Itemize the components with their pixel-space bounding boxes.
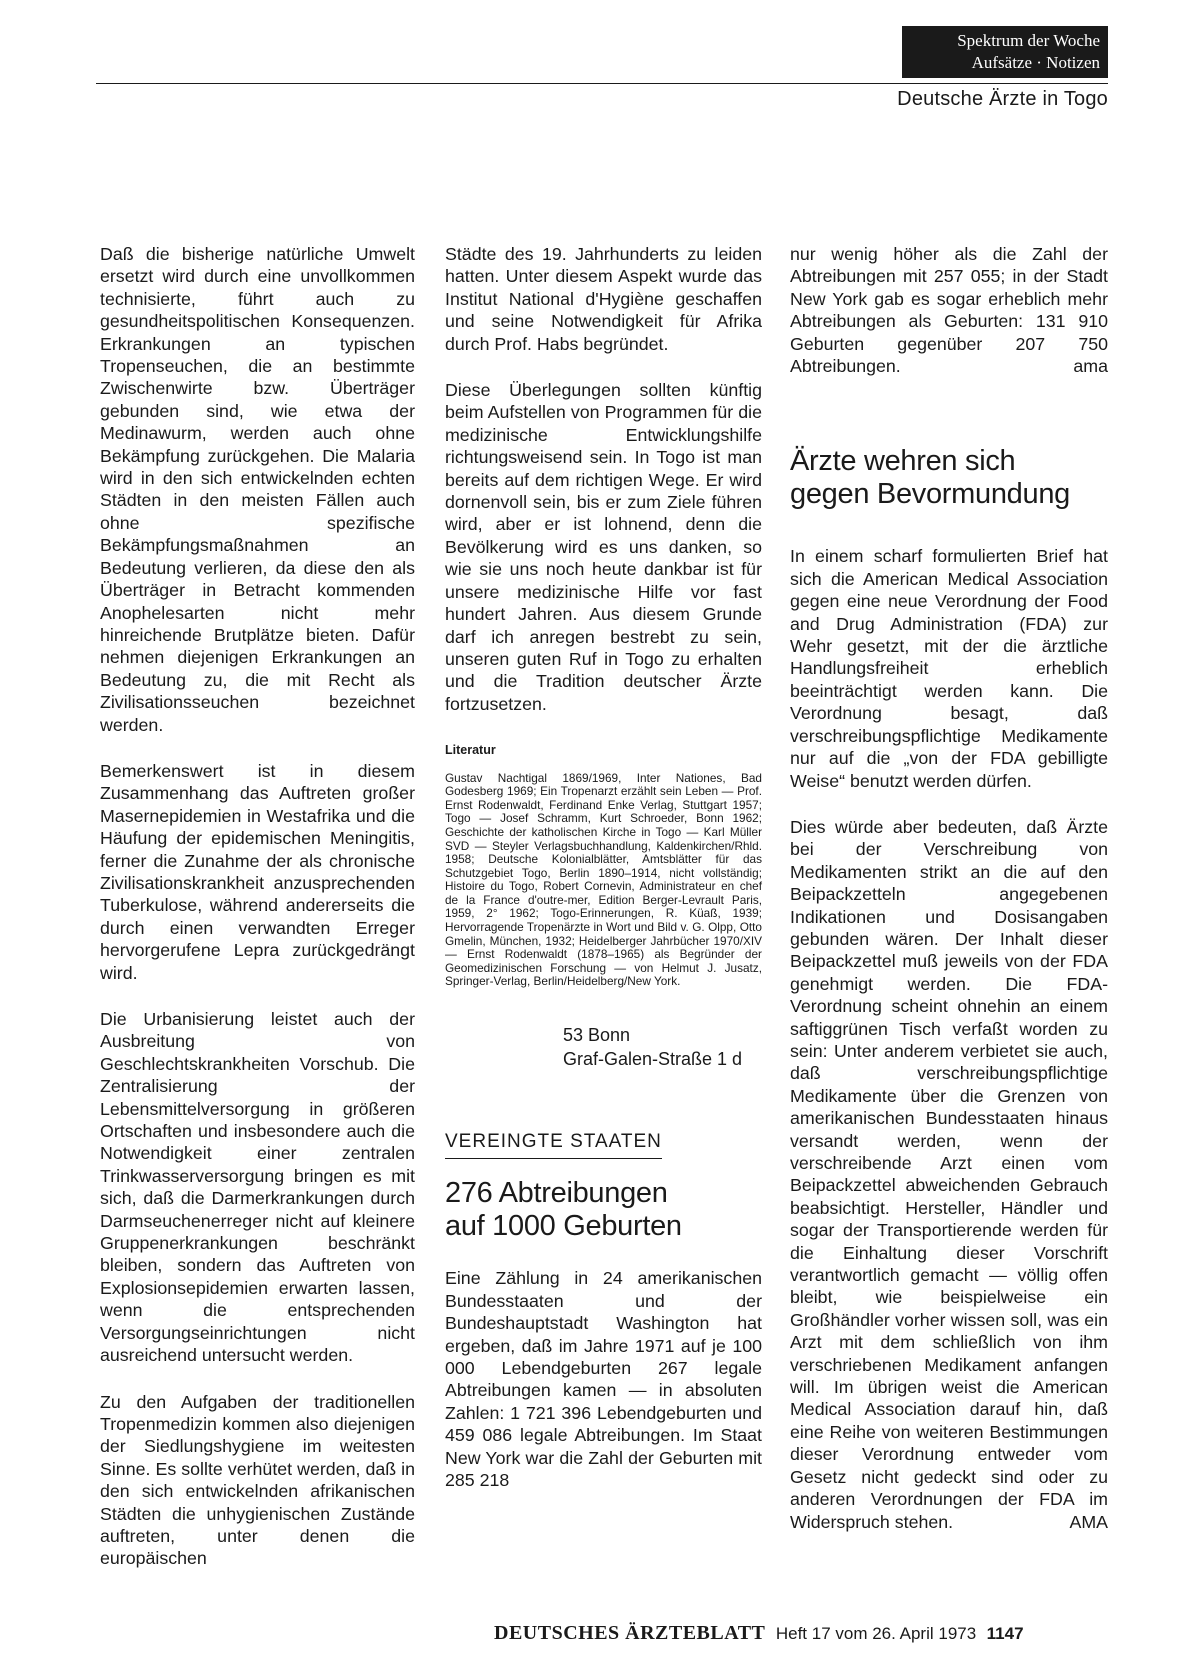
section-badge — [902, 26, 1108, 78]
headline-line-1: Ärzte wehren sich — [790, 445, 1016, 478]
column-2 — [445, 243, 762, 1492]
page-number: 1147 — [986, 1624, 1024, 1643]
author-address — [563, 1023, 762, 1071]
section-kicker: VEREINGTE STAATEN — [445, 1131, 662, 1159]
paragraph: Zu den Aufgaben der traditionellen Tropenmedizin kommen also diejenigen der Siedlungshygiene im weitesten Sinne. Es sollte verhütet werden, daß in den sich entwickelnden afrikanischen Städten die unhygienischen Zustände auftreten, unter denen die europäischen — [100, 1391, 415, 1569]
paragraph — [790, 243, 1108, 377]
paragraph: In einem scharf formulierten Brief hat sich die American Medical Association gegen eine neue Verordnung der Food and Drug Administration (FDA) zur Wehr gesetzt, mit der die ärztliche Handlungsfreiheit erheblich beeinträchtigt werden kann. Die Verordnung besagt, daß verschreibungspflichtige Medikamente nur auf die „von der FDA gebilligte Weise“ benutzt werden dürfen. — [790, 546, 1108, 791]
literature-heading: Literatur — [445, 743, 496, 758]
running-header: Deutsche Ärzte in Togo — [897, 88, 1108, 110]
column-3 — [790, 243, 1108, 1533]
headline-line-2: auf 1000 Geburten — [445, 1210, 682, 1243]
paragraph: Bemerkenswert ist in diesem Zusammenhang das Auftreten großer Masernepidemien in Westafrika und die Häufung der epidemischen Meningitis, ferner die Zunahme der als chronische Zivilisationskrankheit anzusprechenden Tuberkulose, während andererseits die durch einen verwandten Erreger hervorgerufene Lepra zurückgedrängt wird. — [100, 760, 415, 983]
paragraph-text: Dies würde aber bedeuten, daß Ärzte bei der Verschreibung von Medikamenten strikt an die auf den Beipackzetteln angegebenen Indikationen und Dosisangaben gebunden wären. Der Inhalt dieser Beipackzettel muß jeweils von der FDA genehmigt werden. Die FDA-Verordnung scheint ohnehin an einem saftiggrünen Tisch verfaßt worden zu sein: Unter anderem verbietet sie auch, daß verschreibungspflichtige Medikamente über die Grenzen von amerikanischen Bundesstaaten hinaus versandt werden, wenn der verschreibende Arzt einen vom Beipackzettel abweichenden Gebrauch beabsichtigt. Hersteller, Händler und sogar der Transportierende werden für die Einhaltung dieser Vorschrift verantwortlich gemacht — völlig offen bleibt, wie beispielweise ein Großhändler vorher wissen soll, was ein Arzt mit dem schließlich von ihm verschriebenen Medikament anfangen will. Im übrigen weist die American Medical Association darauf hin, daß eine Reihe von weiteren Bestimmungen dieser Verordnung entweder vom Gesetz nicht gedeckt sind oder zu anderen Verordnungen der FDA im Widerspruch stehen. — [790, 816, 1108, 1532]
author-initials: ama — [1073, 356, 1108, 377]
paragraph: Städte des 19. Jahrhunderts zu leiden hatten. Unter diesem Aspekt wurde das Institut National d'Hygiène geschaffen und seine Notwendigkeit für Afrika durch Prof. Habs begründet. — [445, 244, 762, 354]
masthead: DEUTSCHES ÄRZTEBLATT — [494, 1622, 766, 1644]
literature-list: Gustav Nachtigal 1869/1969, Inter Nationes, Bad Godesberg 1969; Ein Tropenarzt erzählt sein Leben — Prof. Ernst Rodenwaldt, Ferdinand Enke Verlag, Stuttgart 1957; Togo — Josef Schramm, Kurt Schroeder, Bonn 1962; Geschichte der katholischen Kirche in Togo — Karl Müller SVD — Steyler Verlagsbuchhandlung, Kaldenkirchen/Rhld. 1958; Deutsche Kolonialblätter, Amtsblätter für das Schutzgebiet Togo, Berlin 1890–1914, nicht vollständig; Histoire du Togo, Robert Cornevin, Administrateur en chef de la France d'outre-mer, Edition Berger-Levrault Paris, 1959, 2° 1962; Togo-Erinnerungen, R. Küaß, 1939; Hervorragende Tropenärzte in Wort und Bild v. G. Olpp, Otto Gmelin, München, 1932; Heidelberger Jahrbücher 1970/XIV — Ernst Rodenwaldt (1878–1965) als Begründer der Geomedizinischen Forschung — von Helmut J. Jusatz, Springer-Verlag, Berlin/Heidelberg/New York. — [445, 770, 762, 989]
headline-line-2: gegen Bevormundung — [790, 478, 1070, 511]
paragraph — [790, 816, 1108, 1533]
address-line-1: 53 Bonn — [563, 1025, 631, 1046]
paragraph: Diese Überlegungen sollten künftig beim Aufstellen von Programmen für die medizinische Entwicklungshilfe richtungsweisend sein. In Togo ist man bereits auf dem richtigen Wege. Er wird dornenvoll sein, bis er zum Ziele führen wird, aber er ist lohnend, denn die Bevölkerung wird es uns danken, so wie sie uns noch heute dankbar ist für unsere medizinische Hilfe vor fast hundert Jahren. Aus diesem Grunde darf ich anregen bestrebt zu sein, unseren guten Ruf in Togo zu erhalten und die Tradition deutscher Ärzte fortzusetzen. — [445, 380, 762, 714]
top-rule — [96, 83, 1108, 84]
badge-line-2: Aufsätze · Notizen — [971, 53, 1100, 72]
badge-line-1: Spektrum der Woche — [957, 31, 1100, 50]
page-footer — [494, 1622, 1024, 1645]
article-headline — [790, 445, 1108, 511]
issue-info: Heft 17 vom 26. April 1973 — [775, 1624, 977, 1643]
paragraph: Eine Zählung in 24 amerikanischen Bundesstaaten und der Bundeshauptstadt Washington hat ergeben, daß im Jahre 1971 auf je 100 000 Lebendgeburten 267 legale Abtreibungen kamen — in absoluten Zahlen: 1 721 396 Lebendgeburten und 459 086 legale Abtreibungen. Im Staat New York war die Zahl der Geburten mit 285 218 — [445, 1268, 762, 1491]
paragraph-text: nur wenig höher als die Zahl der Abtreibungen mit 257 055; in der Stadt New York gab es sogar erheblich mehr Abtreibungen als Geburten: 131 910 Geburten gegenüber 207 750 Abtreibungen. — [790, 244, 1108, 377]
headline-line-1: 276 Abtreibungen — [445, 1177, 668, 1210]
article-headline — [445, 1177, 762, 1243]
address-line-2: Graf-Galen-Straße 1 d — [563, 1049, 743, 1070]
paragraph: Die Urbanisierung leistet auch der Ausbreitung von Geschlechtskrankheiten Vorschub. Die Zentralisierung der Lebensmittelversorgung in größeren Ortschaften und insbesondere auch die Notwendigkeit einer zentralen Trinkwasserversorgung bringen es mit sich, daß die Darmerkrankungen durch Darmseuchenerreger nicht auf kleinere Gruppenerkrankungen beschränkt bleiben, sondern das Auftreten von Explosionsepidemien erwarten lassen, wenn die entsprechenden Versorgungseinrichtungen nicht ausreichend untersucht werden. — [100, 1009, 415, 1366]
column-1 — [100, 243, 415, 1570]
author-initials: AMA — [1069, 1511, 1108, 1532]
paragraph: Daß die bisherige natürliche Umwelt ersetzt wird durch eine unvollkommen technisierte, führt auch zu gesundheitspolitischen Konsequenzen. Erkrankungen an typischen Tropenseuchen, die an bestimmte Zwischenwirte bzw. Überträger gebunden sind, wie etwa der Medinawurm, werden auch ohne Bekämpfung zurückgehen. Die Malaria wird in den sich entwickelnden echten Städten in den meisten Fällen auch ohne spezifische Bekämpfungsmaßnahmen an Bedeutung verlieren, da diese den als Überträger in Betracht kommenden Anophelesarten nicht mehr hinreichende Brutplätze bieten. Dafür nehmen diejenigen Erkrankungen an Bedeutung zu, die mit Recht als Zivilisationsseuchen bezeichnet werden. — [100, 244, 415, 735]
